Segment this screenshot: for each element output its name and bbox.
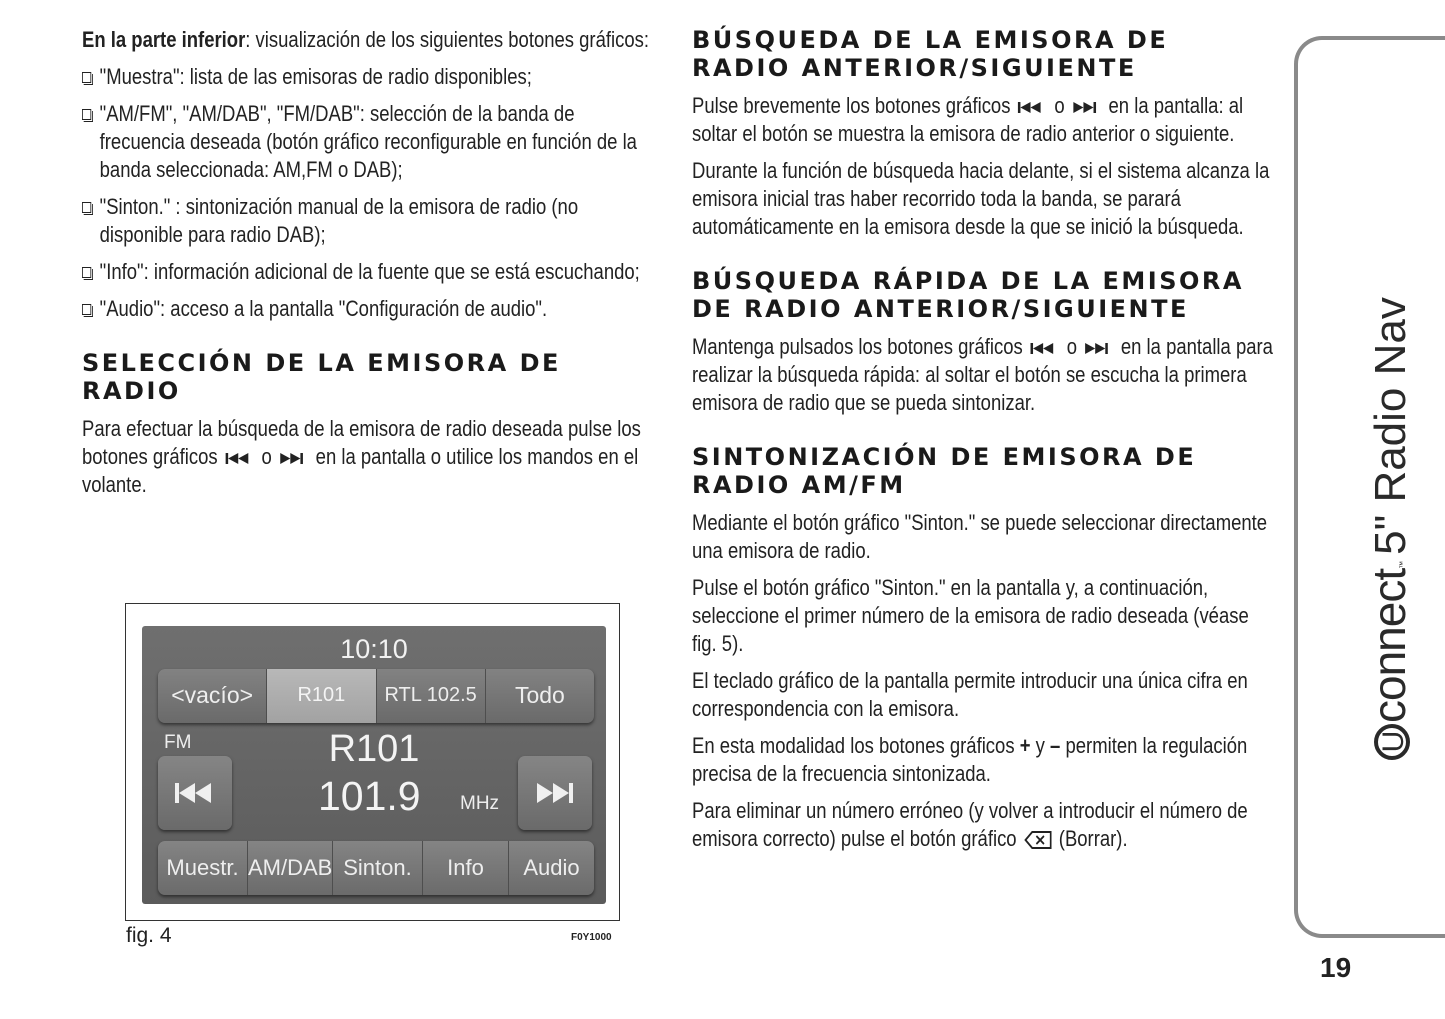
info-button[interactable]: Info: [423, 841, 509, 895]
list-item-text: "Audio": acceso a la pantalla "Configuración de audio".: [99, 296, 548, 321]
plus-sign: +: [1019, 733, 1031, 758]
band-label: FM: [164, 732, 192, 753]
page-number: 19: [1320, 952, 1352, 983]
section-paragraph: [82, 415, 662, 499]
audio-button[interactable]: Audio: [509, 841, 594, 895]
figure-code: F0Y1000: [571, 932, 612, 943]
checkbox-bullet-icon: [82, 267, 91, 278]
preset-button-selected[interactable]: R101: [267, 669, 376, 723]
text: o: [261, 444, 272, 469]
checkbox-bullet-icon: [82, 202, 91, 213]
list-item-text: "Muestra": lista de las emisoras de radio disponibles;: [99, 64, 532, 89]
backspace-icon: [1023, 830, 1052, 850]
section-paragraph: [692, 797, 1277, 853]
previous-station-button[interactable]: [158, 756, 232, 830]
checkbox-bullet-icon: [82, 304, 91, 315]
skip-next-icon: [1071, 99, 1101, 115]
sinton-button[interactable]: Sinton.: [333, 841, 423, 895]
trademark: ™: [1398, 560, 1407, 569]
preset-button[interactable]: RTL 102.5: [377, 669, 486, 723]
logo-u: U: [1374, 724, 1410, 760]
text: o: [1066, 334, 1077, 359]
list-item: [82, 295, 662, 323]
clock: 10:10: [340, 634, 408, 664]
list-item-text: "Sinton." : sintonización manual de la emisora de radio (no disponible para radio DAB);: [99, 194, 579, 247]
chapter-name: 5" Radio Nav: [1366, 297, 1415, 555]
section-heading: SELECCIÓN DE LA EMISORA DE RADIO: [82, 349, 561, 405]
skip-next-icon: [279, 450, 309, 466]
station-frequency: 101.9: [318, 773, 421, 819]
minus-sign: –: [1050, 733, 1061, 758]
band-button[interactable]: AM/DAB: [248, 841, 333, 895]
section-paragraph: El teclado gráfico de la pantalla permite introducir una única cifra en correspondencia con la emisora.: [692, 668, 1248, 721]
next-station-button[interactable]: [518, 756, 592, 830]
radio-screen-figure: [125, 603, 620, 921]
list-item: [82, 258, 662, 286]
section-heading: SINTONIZACIÓN DE EMISORA DE RADIO AM/FM: [692, 443, 1197, 499]
list-item-text: "AM/FM", "AM/DAB", "FM/DAB": selección de la banda de frecuencia deseada (botón gráfico reconfigurable en función de la banda seleccionada: AM,FM o DAB);: [99, 101, 637, 182]
skip-previous-icon: [1017, 99, 1047, 115]
section-paragraph: [692, 92, 1277, 148]
skip-next-icon: [1084, 340, 1114, 356]
preset-button[interactable]: <vacío>: [158, 669, 267, 723]
button-list: [82, 63, 662, 323]
intro-text: : visualización de los siguientes botones gráficos:: [245, 27, 649, 52]
list-item: [82, 193, 662, 249]
section-paragraph: [692, 732, 1277, 788]
intro-bold: En la parte inferior: [82, 27, 246, 52]
frequency-unit: MHz: [460, 793, 500, 814]
list-item-text: "Info": información adicional de la fuente que se está escuchando;: [99, 259, 640, 284]
text: (Borrar).: [1058, 826, 1128, 851]
text: Pulse brevemente los botones gráficos: [692, 93, 1011, 118]
skip-previous-icon: [1030, 340, 1060, 356]
preset-button[interactable]: Todo: [486, 669, 594, 723]
section-paragraph: Pulse el botón gráfico "Sinton." en la pantalla y, a continuación, seleccione el primer número de la emisora de radio deseada (véase fig. 5).: [692, 575, 1249, 656]
checkbox-bullet-icon: [82, 72, 91, 83]
text: Para efectuar la búsqueda de la emisora de radio deseada pulse los botones gráficos: [82, 416, 641, 469]
muestra-button[interactable]: Muestr.: [158, 841, 248, 895]
section-paragraph: [692, 333, 1277, 417]
intro-paragraph: [82, 26, 662, 54]
figure-caption: fig. 4: [126, 924, 172, 947]
section-heading: BÚSQUEDA DE LA EMISORA DE RADIO ANTERIOR/SIGUIENTE: [692, 26, 1169, 82]
station-name: R101: [328, 728, 420, 770]
left-column: [82, 26, 662, 508]
text: permiten la regulación precisa de la frecuencia sintonizada.: [692, 733, 1248, 786]
text: en la pantalla o utilice los mandos en el volante.: [82, 444, 639, 497]
uconnect-logo: [1362, 569, 1416, 760]
list-item: [82, 63, 662, 91]
preset-bar: [158, 669, 594, 723]
text: o: [1054, 93, 1065, 118]
text: y: [1035, 733, 1045, 758]
logo-text: connect: [1363, 568, 1415, 723]
text: En esta modalidad los botones gráficos: [692, 733, 1015, 758]
text: en la pantalla: al soltar el botón se muestra la emisora de radio anterior o siguiente.: [692, 93, 1244, 146]
section-heading: BÚSQUEDA RÁPIDA DE LA EMISORA DE RADIO ANTERIOR/SIGUIENTE: [692, 267, 1244, 323]
section-paragraph: Durante la función de búsqueda hacia delante, si el sistema alcanza la emisora inicial tras haber recorrido toda la banda, se parará automáticamente en la emisora desde la que se inició la búsqueda.: [692, 158, 1270, 239]
radio-display: [142, 626, 606, 904]
skip-previous-icon: [224, 450, 254, 466]
list-item: [82, 100, 662, 184]
right-column: [692, 26, 1277, 862]
section-paragraph: Mediante el botón gráfico "Sinton." se puede seleccionar directamente una emisora de radio.: [692, 510, 1268, 563]
text: en la pantalla para realizar la búsqueda rápida: al soltar el botón se escucha la primera emisora de radio que se pueda sintonizar.: [692, 334, 1273, 415]
skip-previous-icon: [173, 781, 217, 805]
skip-next-icon: [533, 781, 577, 805]
checkbox-bullet-icon: [82, 109, 91, 120]
text: Para eliminar un número erróneo (y volver a introducir el número de emisora correcto) pulse el botón gráfico: [692, 798, 1248, 851]
chapter-title: [1362, 297, 1416, 760]
text: Mantenga pulsados los botones gráficos: [692, 334, 1023, 359]
softkey-bar: [158, 841, 594, 895]
